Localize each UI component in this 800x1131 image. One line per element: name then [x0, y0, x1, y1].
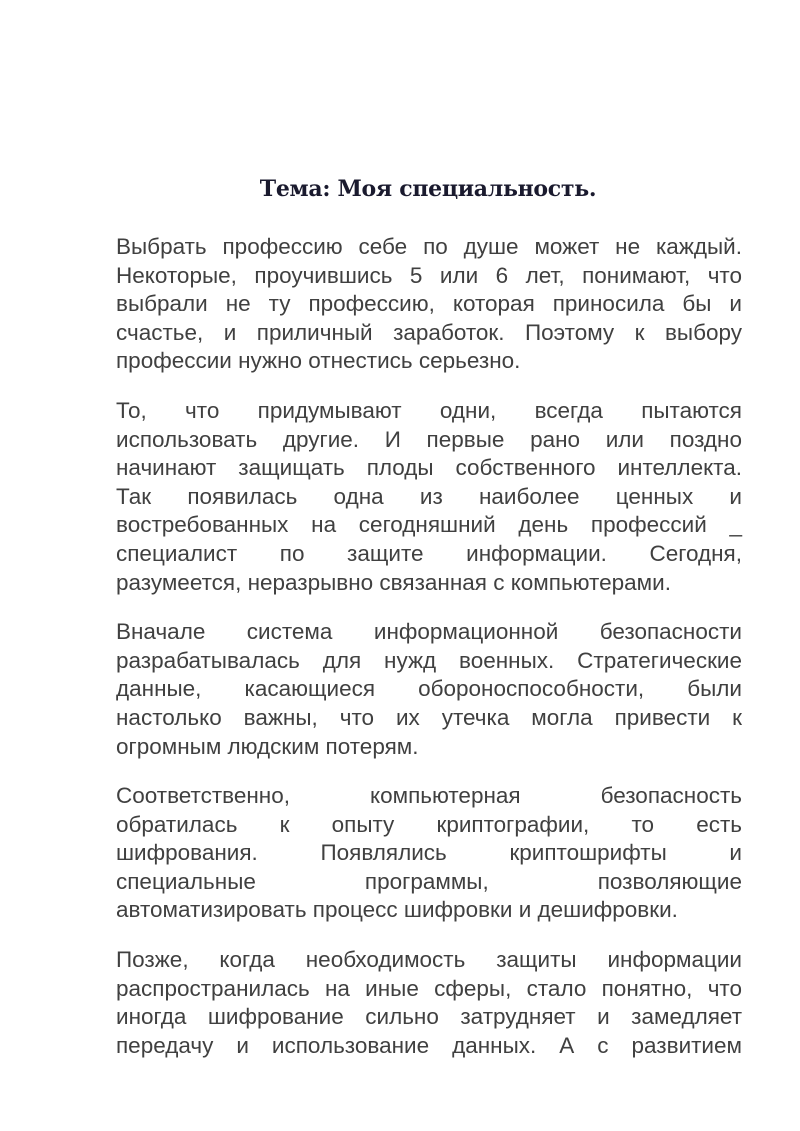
paragraph-line: разрабатывалась для нужд военных. Стратегические	[116, 647, 742, 673]
paragraph-line: передачу и использование данных. А с развитием	[116, 1032, 742, 1058]
paragraph-line: автоматизировать процесс шифровки и дешифровки.	[116, 897, 678, 923]
paragraph-line: иногда шифрование сильно затрудняет и замедляет	[116, 1004, 742, 1030]
paragraph-1	[116, 233, 742, 376]
paragraph-3	[116, 618, 742, 761]
paragraph-line: То, что придумывают одни, всегда пытаются	[116, 397, 742, 423]
paragraph-line: Некоторые, проучившись 5 или 6 лет, понимают, что	[116, 262, 742, 288]
paragraph-line: использовать другие. И первые рано или поздно	[116, 426, 742, 452]
paragraph-4	[116, 782, 742, 925]
paragraph-line: востребованных на сегодняшний день профессий _	[116, 512, 742, 538]
paragraph-line: разумеется, неразрывно связанная с компьютерами.	[116, 569, 671, 595]
paragraph-line: Выбрать профессию себе по душе может не каждый.	[116, 234, 742, 259]
paragraph-line: огромным людским потерям.	[116, 733, 419, 759]
paragraph-line: Соответственно, компьютерная безопасность	[116, 783, 742, 809]
paragraph-line: начинают защищать плоды собственного интеллекта.	[116, 455, 742, 481]
paragraph-line: профессии нужно отнестись серьезно.	[116, 348, 521, 374]
paragraph-line: распространилась на иные сферы, стало понятно, что	[116, 975, 742, 1001]
paragraph-line: Так появилась одна из наиболее ценных и	[116, 483, 742, 509]
paragraph-5	[116, 946, 742, 1060]
paragraph-line: данные, касающиеся обороноспособности, были	[116, 676, 742, 702]
document-title: Тема: Моя специальность.	[259, 176, 597, 202]
document-body	[116, 233, 742, 1081]
paragraph-line: Вначале система информационной безопасности	[116, 619, 742, 645]
paragraph-line: настолько важны, что их утечка могла привести к	[116, 704, 742, 730]
paragraph-2	[116, 397, 742, 597]
paragraph-line: шифрования. Появлялись криптошрифты и	[116, 840, 742, 866]
paragraph-line: выбрали не ту профессию, которая приносила бы и	[116, 291, 742, 317]
paragraph-line: специалист по защите информации. Сегодня,	[116, 540, 742, 566]
paragraph-line: счастье, и приличный заработок. Поэтому к выбору	[116, 319, 742, 345]
paragraph-line: специальные программы, позволяющие	[116, 868, 742, 894]
paragraph-line: Позже, когда необходимость защиты информации	[116, 947, 742, 973]
paragraph-line: обратилась к опыту криптографии, то есть	[116, 811, 742, 837]
